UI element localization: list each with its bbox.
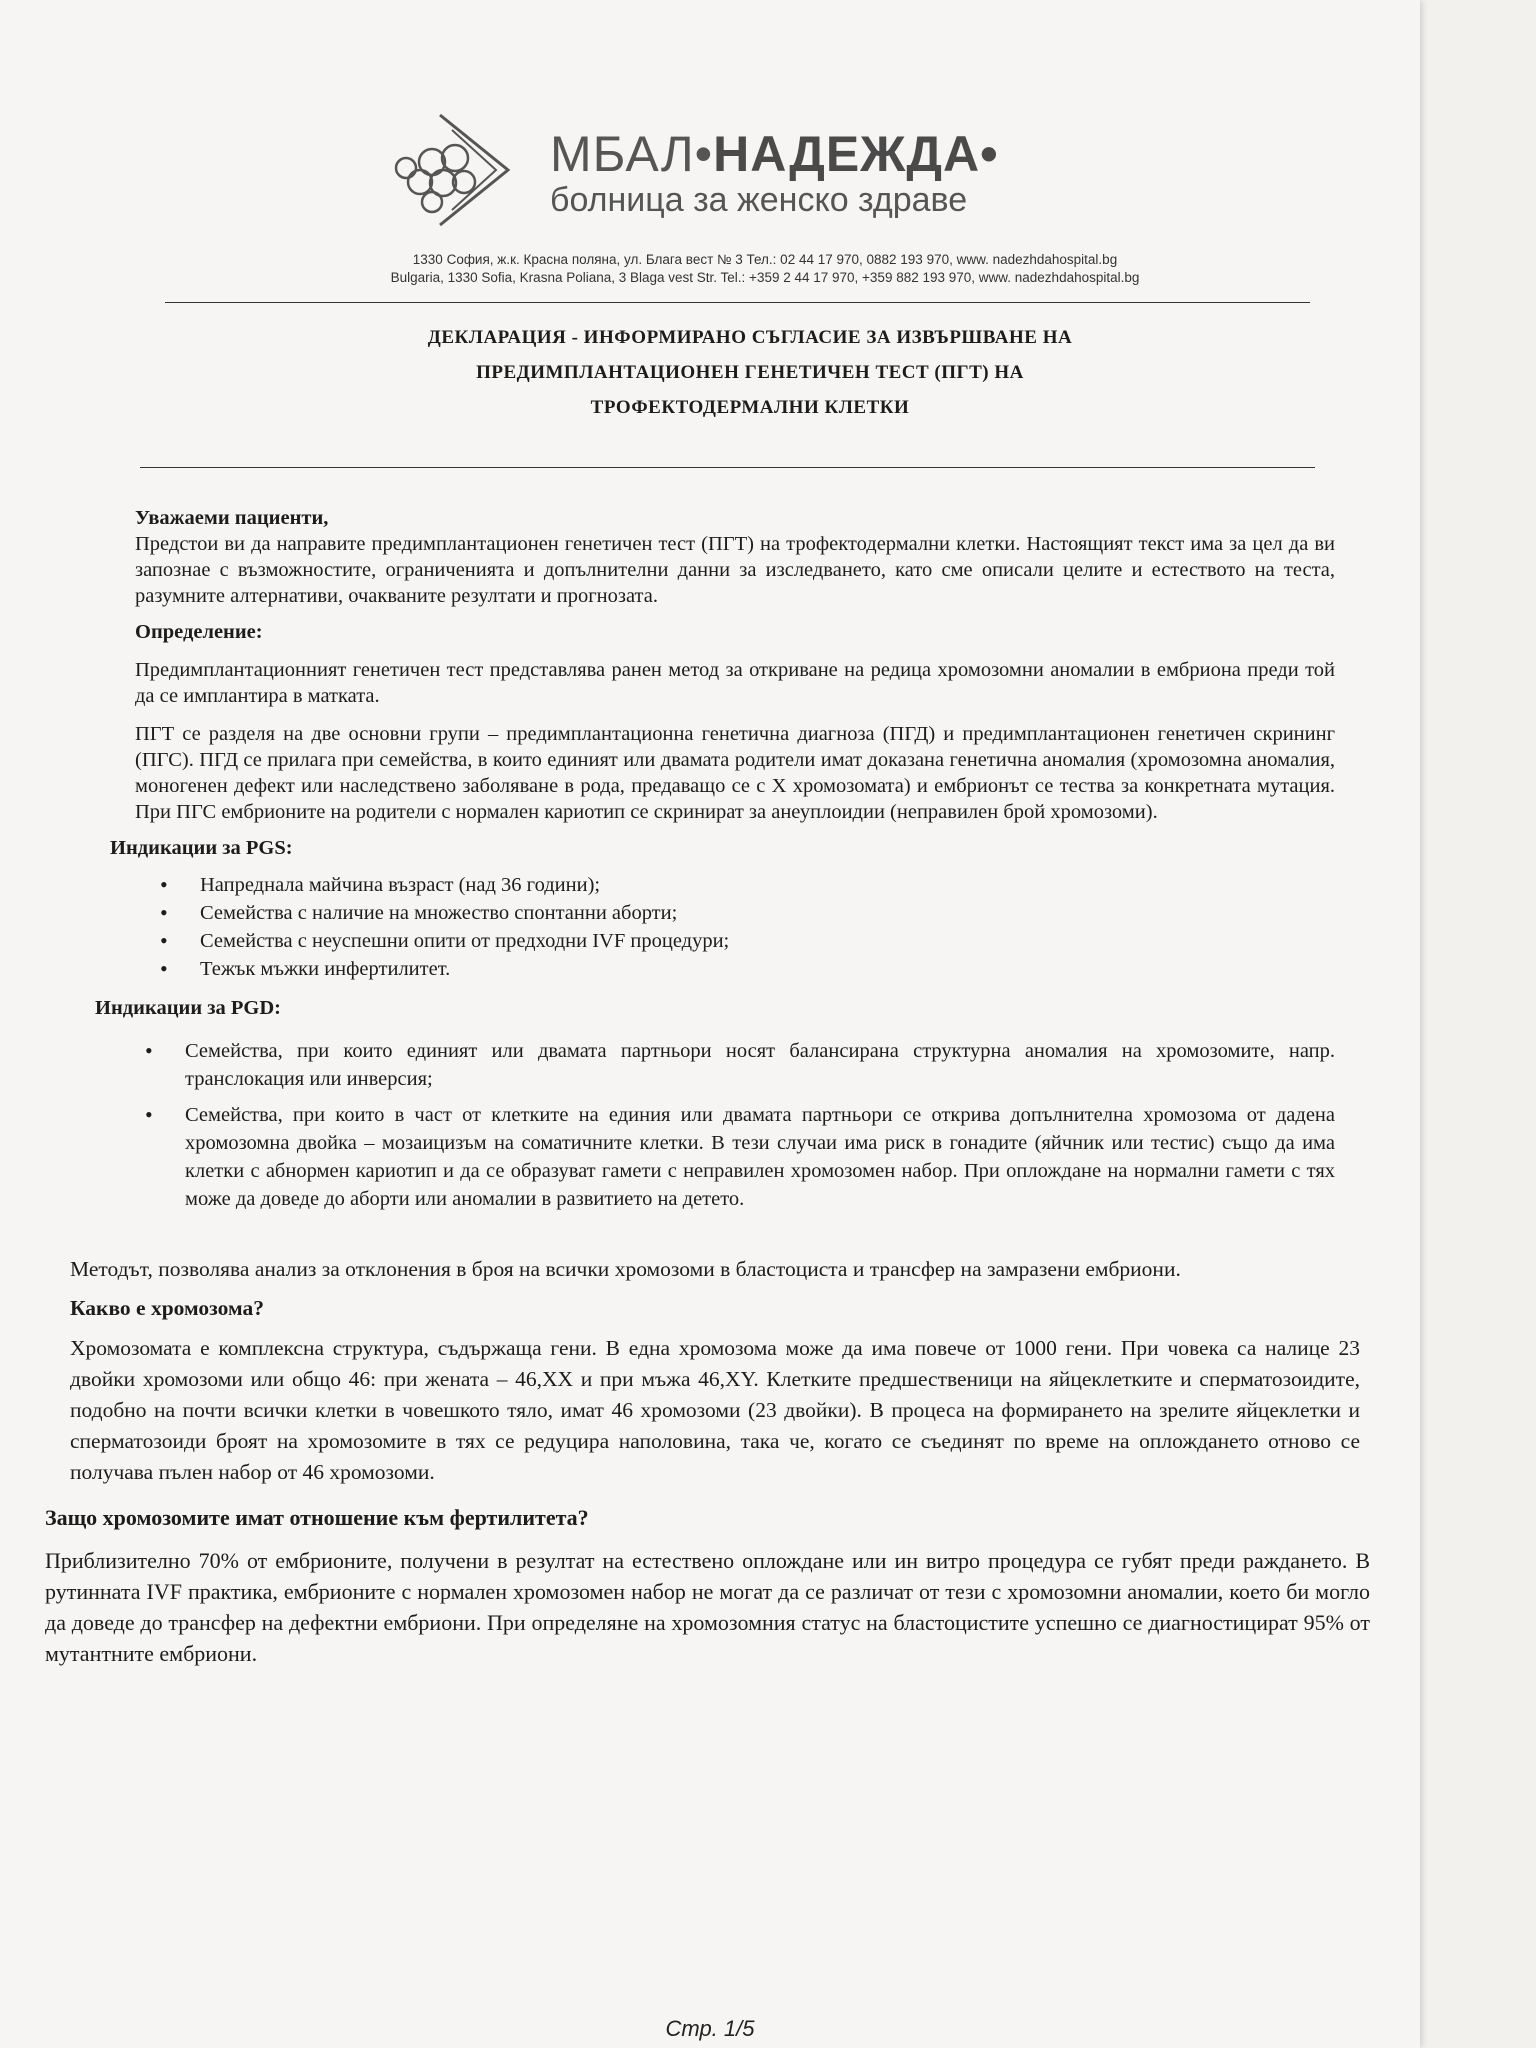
brand-bold: НАДЕЖДА• xyxy=(713,126,999,182)
list-item: • Семейства, при които единият или двамата партньори носят балансирана структурна аномалия на хромозомите, напр. транслокация или инверсия; xyxy=(185,1037,1335,1093)
intro-paragraph: Предстои ви да направите предимплантационен генетичен тест (ПГТ) на трофектодермални клетки. Настоящият текст има за цел да ви запознае с възможностите, ограниченията и допълнителни данни за изследването, като сме описали целите и естеството на теста, разумните алтернативи, очакваните резултати и прогнозата. xyxy=(135,533,1335,607)
pgd-heading: Индикации за PGD: xyxy=(95,997,281,1019)
fertility-paragraph: Приблизително 70% от ембрионите, получени в резултат на естествено оплождане или ин витро процедура се губят преди раждането. В рутинната IVF практика, ембрионите с нормален хромозомен набор не могат да се различат от тези с хромозомни аномалии, което би могло да доведе до трансфер на дефектни ембриони. При определяне на хромозомния статус на бластоцистите успешно се диагностицират 95% от мутантните ембриони. xyxy=(45,1548,1370,1666)
chromosome-heading: Какво е хромозома? xyxy=(70,1296,264,1320)
title-line-2: ПРЕДИМПЛАНТАЦИОНЕН ГЕНЕТИЧЕН ТЕСТ (ПГТ) НА xyxy=(476,362,1024,383)
address-bg: 1330 София, ж.к. Красна поляна, ул. Блага вест № 3 Тел.: 02 44 17 970, 0882 193 970, www. nadezhdahospital.bg xyxy=(412,252,1118,267)
method-paragraph: Методът, позволява анализ за отклонения в броя на всички хромозоми в бластоциста и трансфер на замразени ембриони. xyxy=(70,1257,1181,1281)
pgs-heading: Индикации за PGS: xyxy=(110,837,293,859)
list-item: • Семейства, при които в част от клетките на единия или двамата партньори се открива допълнителна хромозома от дадена хромозомна двойка – мозаицизъм на соматичните клетки. В тези случаи има риск в гонадите (яйчник или тестис) също да има клетки с абнормен кариотип и да се образуват гамети с неправилен хромозомен набор. При оплождане на нормални гамети с тях може да доведе до аборти или аномалии в развитието на детето. xyxy=(185,1101,1335,1213)
document-title xyxy=(200,320,1300,425)
title-line-1: ДЕКЛАРАЦИЯ - ИНФОРМИРАНО СЪГЛАСИЕ ЗА ИЗВЪРШВАНЕ НА xyxy=(427,327,1073,348)
definition-paragraph-2: ПГТ се разделя на две основни групи – предимплантационна генетична диагноза (ПГД) и предимплантационен генетичен скрининг (ПГС). ПГД се прилага при семейства, в които единият или двамата родители имат доказана генетична аномалия (хромозомна аномалия, моногенен дефект или наследствено заболяване в рода, предаващо се с Х хромозомата) и ембрионът се тества за конкретната мутация. При ПГС ембрионите на родители с нормален кариотип се скринират за анеуплоидии (неправилен брой хромозоми). xyxy=(135,723,1335,823)
page-number: Стр. 1/5 xyxy=(665,2016,755,2041)
document-body xyxy=(40,505,1400,1669)
list-item: • Семейства с наличие на множество спонтанни аборти; xyxy=(200,899,1335,927)
definition-paragraph-1: Предимплантационният генетичен тест представлява ранен метод за откриване на редица хромозомни аномалии в ембриона преди той да се имплантира в матката. xyxy=(135,659,1335,707)
chromosome-paragraph: Хромозомата е комплексна структура, съдържаща гени. В една хромозома може да има повече от 1000 гени. При човека са налице 23 двойки хромозоми или общо 46: при жената – 46,XX и при мъжа 46,XY. Клетките предшественици на яйцеклетките и сперматозоидите, подобно на почти всички клетки в човешкото тяло, имат 46 хромозоми (23 двойки). В процеса на формирането на зрелите яйцеклетки и сперматозоиди броят на хромозомите в тях се редуцира наполовина, така че, когато се съединят по време на оплождането отново се получава пълен набор от 46 хромозоми. xyxy=(70,1336,1360,1484)
definition-heading: Определение: xyxy=(135,621,263,643)
list-item: • Семейства с неуспешни опити от предходни IVF процедури; xyxy=(200,927,1335,955)
brand-block xyxy=(550,125,999,220)
pgs-list xyxy=(110,871,1335,983)
list-item: • Напреднала майчина възраст (над 36 години); xyxy=(200,871,1335,899)
title-divider xyxy=(140,467,1315,468)
brand-prefix: МБАЛ• xyxy=(550,126,714,182)
brand-subtitle: болница за женско здраве xyxy=(550,181,968,219)
list-item: • Тежък мъжки инфертилитет. xyxy=(200,955,1335,983)
hospital-logo-icon xyxy=(380,110,520,230)
header-divider xyxy=(165,302,1310,303)
fertility-heading: Защо хромозомите имат отношение към фертилитета? xyxy=(45,1505,589,1530)
title-line-3: ТРОФЕКТОДЕРМАЛНИ КЛЕТКИ xyxy=(590,397,910,418)
greeting: Уважаеми пациенти, xyxy=(135,507,329,529)
brand-name xyxy=(550,125,999,183)
address-en: Bulgaria, 1330 Sofia, Krasna Poliana, 3 Blaga vest Str. Tel.: +359 2 44 17 970, +359 882 193 970, www. nadezhdahospital.bg xyxy=(390,270,1140,285)
pgd-list xyxy=(95,1037,1335,1213)
